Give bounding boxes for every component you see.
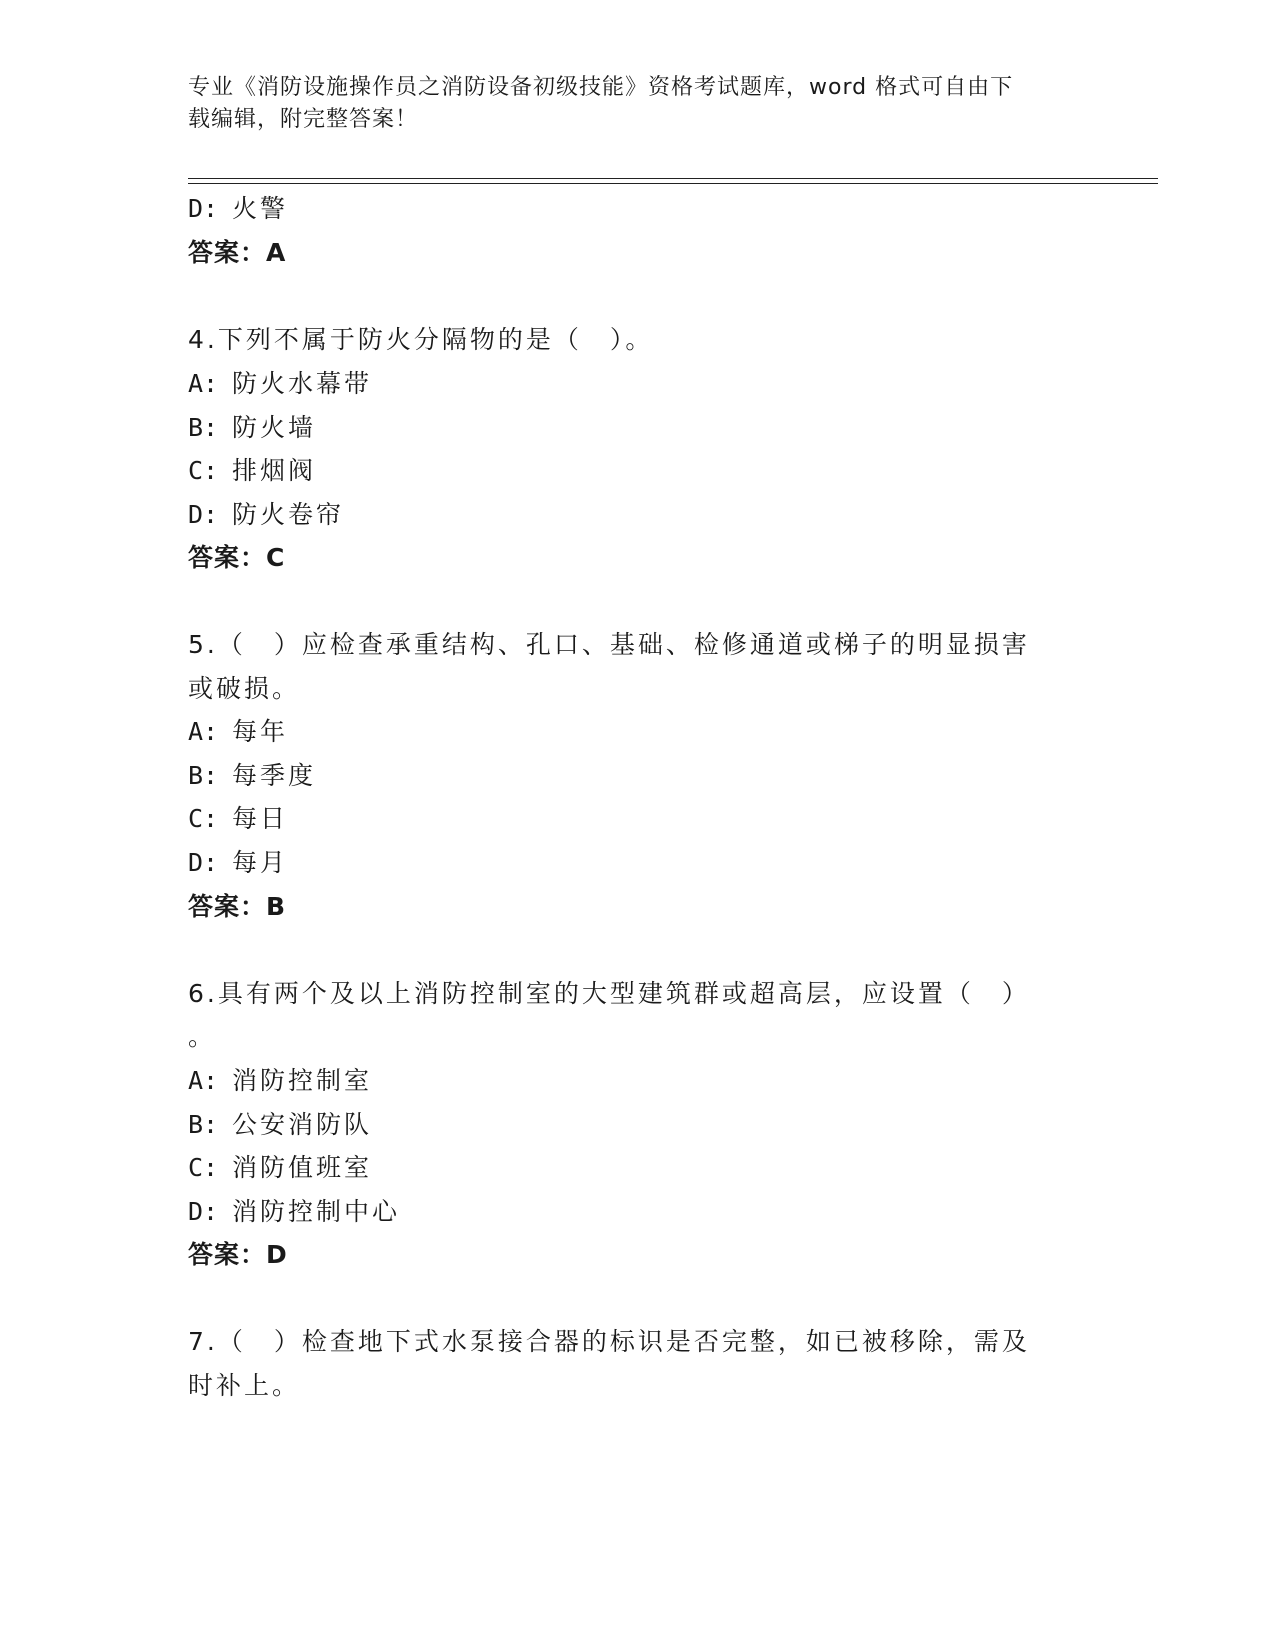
option-label: D:	[188, 848, 219, 877]
option-d	[188, 192, 288, 226]
question-stem-continued: 或破损。	[188, 674, 301, 703]
option-text: 火警	[232, 194, 289, 223]
option-d	[188, 498, 344, 532]
header-line-1: 专业《消防设施操作员之消防设备初级技能》资格考试题库，word 格式可自由下	[188, 75, 1014, 100]
option-text: 公安消防队	[232, 1110, 373, 1139]
question-stem-continued: 时补上。	[188, 1371, 301, 1400]
question-stem: 6.具有两个及以上消防控制室的大型建筑群或超高层，应设置（ ）	[188, 979, 1030, 1008]
option-text: 排烟阀	[232, 456, 317, 485]
option-b	[188, 1108, 372, 1142]
option-text: 每季度	[232, 761, 317, 790]
option-a	[188, 1064, 372, 1098]
option-d	[188, 846, 288, 880]
option-text: 消防控制室	[232, 1066, 373, 1095]
option-label: C:	[188, 1153, 219, 1182]
option-label: C:	[188, 804, 219, 833]
option-b	[188, 411, 316, 445]
document-header	[188, 72, 1068, 136]
option-a	[188, 367, 372, 401]
option-label: C:	[188, 456, 219, 485]
header-divider-bottom	[188, 183, 1158, 184]
option-label: A:	[188, 1066, 219, 1095]
option-b	[188, 759, 316, 793]
header-divider-top	[188, 178, 1158, 179]
question-stem: 5.（ ）应检查承重结构、孔口、基础、检修通道或梯子的明显损害	[188, 630, 1030, 659]
question-stem-continued: 。	[188, 1022, 217, 1051]
option-text: 防火水幕带	[232, 369, 373, 398]
answer: 答案：B	[188, 892, 287, 921]
option-text: 每年	[232, 717, 289, 746]
option-text: 每月	[232, 848, 289, 877]
option-a	[188, 715, 288, 749]
answer: 答案：C	[188, 543, 286, 572]
option-label: D:	[188, 1197, 219, 1226]
header-line-2: 载编辑，附完整答案！	[188, 107, 419, 132]
option-label: D:	[188, 500, 219, 529]
option-text: 消防值班室	[232, 1153, 373, 1182]
question-stem: 7.（ ）检查地下式水泵接合器的标识是否完整，如已被移除，需及	[188, 1327, 1030, 1356]
option-text: 防火卷帘	[232, 500, 345, 529]
question-stem: 4.下列不属于防火分隔物的是（ ）。	[188, 325, 654, 354]
option-label: B:	[188, 1110, 219, 1139]
option-label: A:	[188, 717, 219, 746]
option-text: 防火墙	[232, 413, 317, 442]
option-c	[188, 1151, 372, 1185]
answer: 答案：A	[188, 238, 287, 267]
option-label: A:	[188, 369, 219, 398]
option-text: 每日	[232, 804, 289, 833]
option-text: 消防控制中心	[232, 1197, 401, 1226]
option-label: B:	[188, 413, 219, 442]
option-d	[188, 1195, 400, 1229]
option-c	[188, 454, 316, 488]
option-label: D:	[188, 194, 219, 223]
option-c	[188, 802, 288, 836]
answer: 答案：D	[188, 1240, 288, 1269]
option-label: B:	[188, 761, 219, 790]
